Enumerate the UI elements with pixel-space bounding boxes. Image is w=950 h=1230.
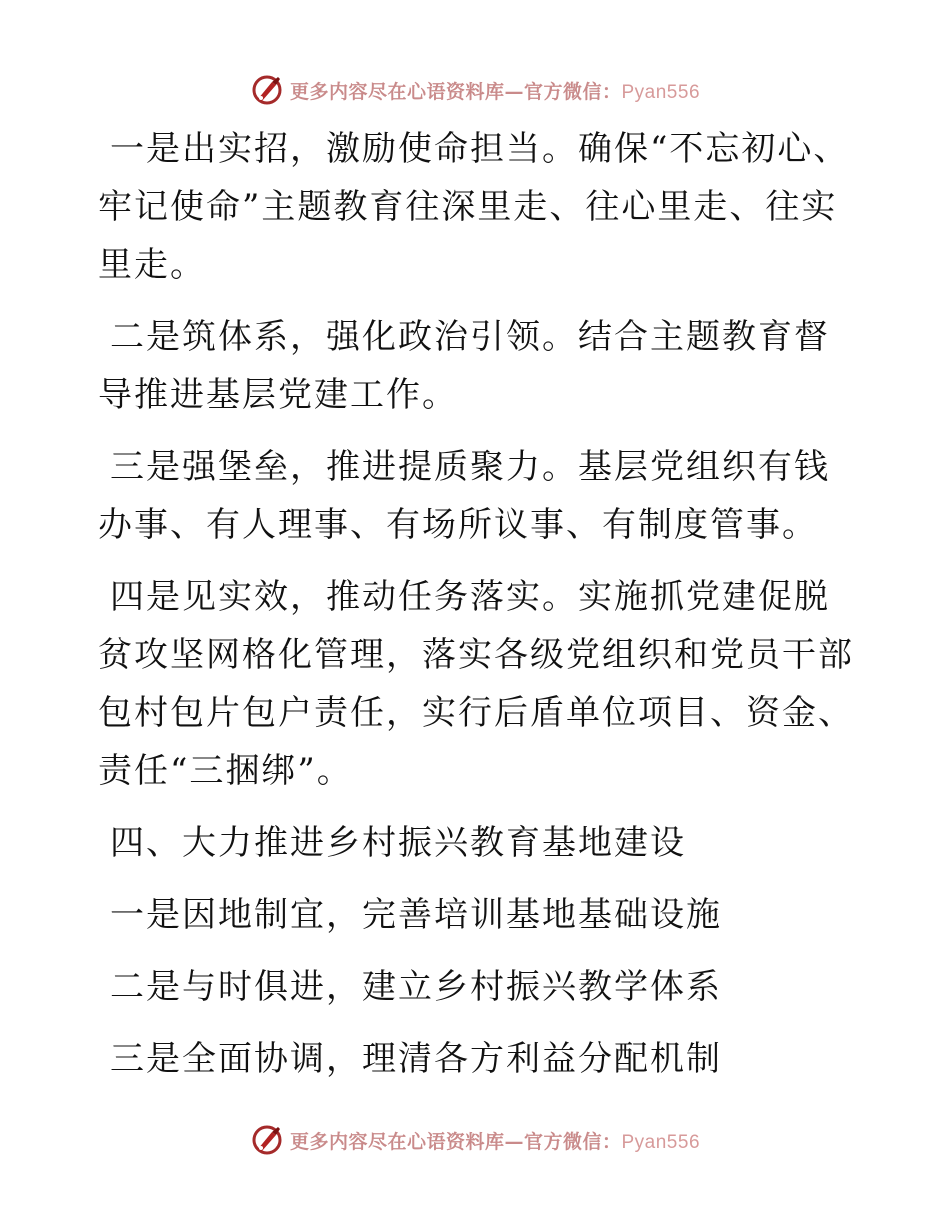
watermark-text: 更多内容尽在心语资料库—官方微信：Pyan556 (289, 80, 701, 103)
paragraph-1: 一是出实招，激励使命担当。确保“不忘初心、牢记使命”主题教育往深里走、往心里走、往实里走。 (98, 129, 850, 285)
header-watermark (0, 70, 950, 110)
section-heading-4: 四、大力推进乡村振兴教育基地建设 (110, 823, 686, 863)
red-fountain-pen-logo-icon (250, 73, 284, 107)
watermark-account: Pyan556 (621, 81, 701, 103)
list-item-1: 一是因地制宜，完善培训基地基础设施 (110, 895, 722, 935)
paragraph-3: 三是强堡垒，推进提质聚力。基层党组织有钱办事、有人理事、有场所议事、有制度管事。 (98, 447, 830, 545)
list-item-2: 二是与时俱进，建立乡村振兴教学体系 (110, 967, 722, 1007)
watermark-account: Pyan556 (621, 1131, 701, 1153)
paragraph-2: 二是筑体系，强化政治引领。结合主题教育督导推进基层党建工作。 (98, 317, 830, 415)
list-item-3: 三是全面协调，理清各方利益分配机制 (110, 1039, 722, 1079)
red-fountain-pen-logo-icon (250, 1123, 284, 1157)
watermark-text: 更多内容尽在心语资料库—官方微信：Pyan556 (289, 1130, 701, 1153)
paragraph-4: 四是见实效，推动任务落实。实施抓党建促脱贫攻坚网格化管理，落实各级党组织和党员干部包村包片包户责任，实行后盾单位项目、资金、责任“三捆绑”。 (98, 577, 854, 791)
document-body (98, 120, 858, 1102)
footer-watermark (0, 1120, 950, 1160)
